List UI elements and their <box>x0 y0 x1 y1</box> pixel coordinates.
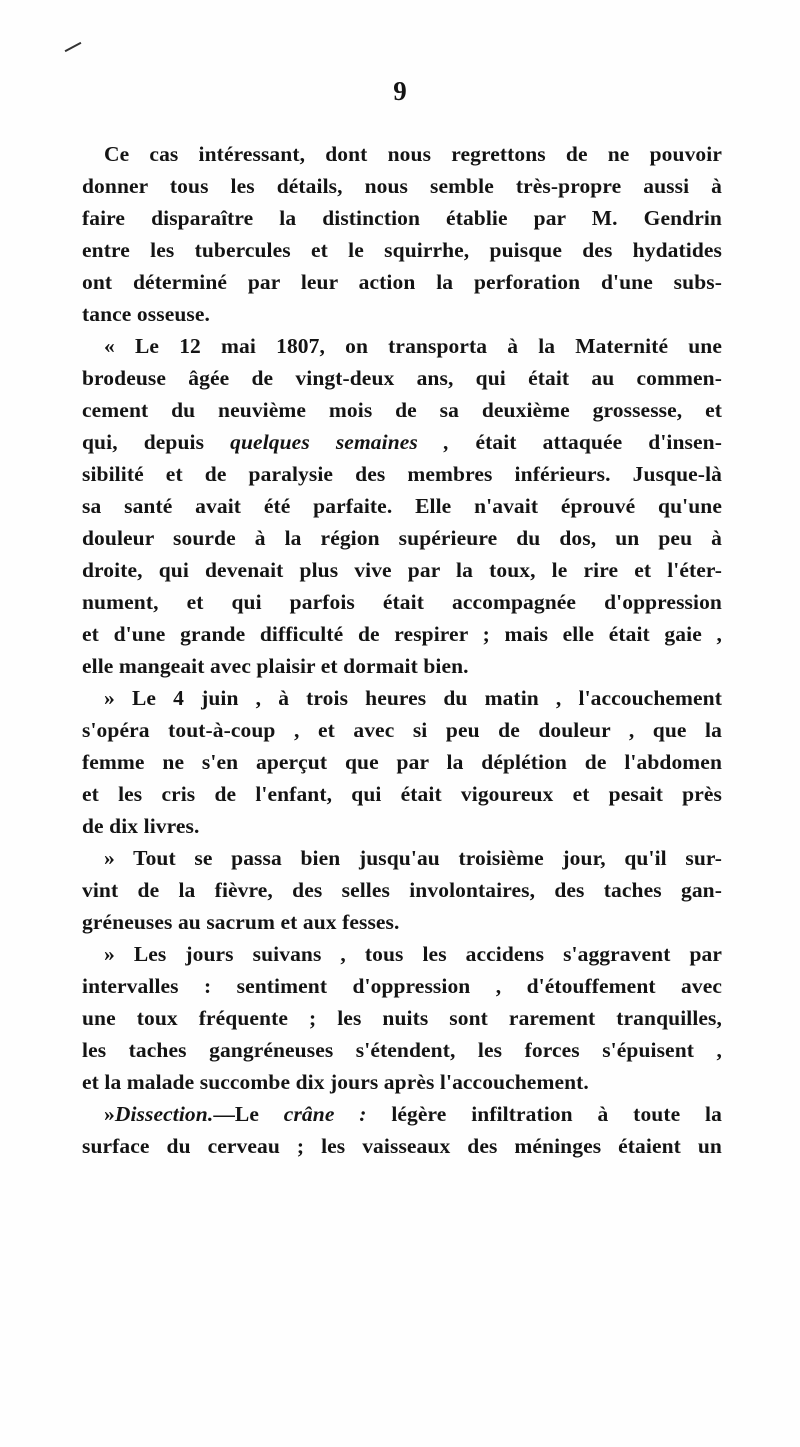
section-heading-italic: Dissection. <box>114 1102 214 1126</box>
stray-mark <box>65 42 82 52</box>
text-line: Ce cas intéressant, dont nous regrettons de ne pouvoir <box>104 142 722 166</box>
text-line: intervalles : sentiment d'oppression , d'étouffement avec <box>82 974 722 998</box>
text-line: et d'une grande difficulté de respirer ; mais elle était gaie , <box>82 622 722 646</box>
text-line: et les cris de l'enfant, qui était vigoureux et pesait près <box>82 782 722 806</box>
text-line: donner tous les détails, nous semble très-propre aussi à <box>82 174 722 198</box>
text-line: nument, et qui parfois était accompagnée d'oppression <box>82 590 722 614</box>
text-line: faire disparaître la distinction établie par M. Gendrin <box>82 206 722 230</box>
text-line: entre les tubercules et le squirrhe, puisque des hydatides <box>82 238 722 262</box>
quote-mark: » <box>104 1102 115 1126</box>
text-line: sibilité et de paralysie des membres inférieurs. Jusque-là <box>82 462 722 486</box>
text-line: brodeuse âgée de vingt-deux ans, qui était au commen- <box>82 366 722 390</box>
text-line: les taches gangréneuses s'étendent, les forces s'épuisent , <box>82 1038 722 1062</box>
text-line: vint de la fièvre, des selles involontaires, des taches gan- <box>82 878 722 902</box>
text-line-with-italic <box>82 426 722 458</box>
text-segment: qui, depuis <box>82 430 205 454</box>
text-segment: légère infiltration à toute la <box>391 1102 722 1126</box>
text-line: femme ne s'en aperçut que par la déplétion de l'abdomen <box>82 750 722 774</box>
text-line: une toux fréquente ; les nuits sont rarement tranquilles, <box>82 1006 722 1030</box>
text-line: » Les jours suivans , tous les accidens s'aggravent par <box>104 942 722 966</box>
italic-phrase: crâne : <box>283 1102 367 1126</box>
text-line: de dix livres. <box>82 814 200 838</box>
text-line: ont déterminé par leur action la perforation d'une subs- <box>82 270 722 294</box>
body-text <box>82 138 722 1162</box>
text-line: douleur sourde à la région supérieure du dos, un peu à <box>82 526 722 550</box>
text-line: » Le 4 juin , à trois heures du matin , l'accouchement <box>104 686 722 710</box>
text-line: surface du cerveau ; les vaisseaux des méninges étaient un <box>82 1134 722 1158</box>
italic-phrase: quelques semaines , <box>230 430 450 454</box>
text-line: sa santé avait été parfaite. Elle n'avait éprouvé qu'une <box>82 494 722 518</box>
page-number: 9 <box>393 76 407 106</box>
text-line: tance osseuse. <box>82 302 210 326</box>
text-line: s'opéra tout-à-coup , et avec si peu de douleur , que la <box>82 718 722 742</box>
text-line: elle mangeait avec plaisir et dormait bien. <box>82 654 469 678</box>
text-line-with-italic <box>82 1098 722 1130</box>
text-line: gréneuses au sacrum et aux fesses. <box>82 910 400 934</box>
text-line: cement du neuvième mois de sa deuxième grossesse, et <box>82 398 722 422</box>
text-line: « Le 12 mai 1807, on transporta à la Maternité une <box>104 334 722 358</box>
text-segment: était attaquée d'insen- <box>475 430 722 454</box>
text-line: droite, qui devenait plus vive par la toux, le rire et l'éter- <box>82 558 722 582</box>
text-line: et la malade succombe dix jours après l'accouchement. <box>82 1070 589 1094</box>
text-line: » Tout se passa bien jusqu'au troisième jour, qu'il sur- <box>104 846 722 870</box>
text-segment: —Le <box>213 1102 259 1126</box>
